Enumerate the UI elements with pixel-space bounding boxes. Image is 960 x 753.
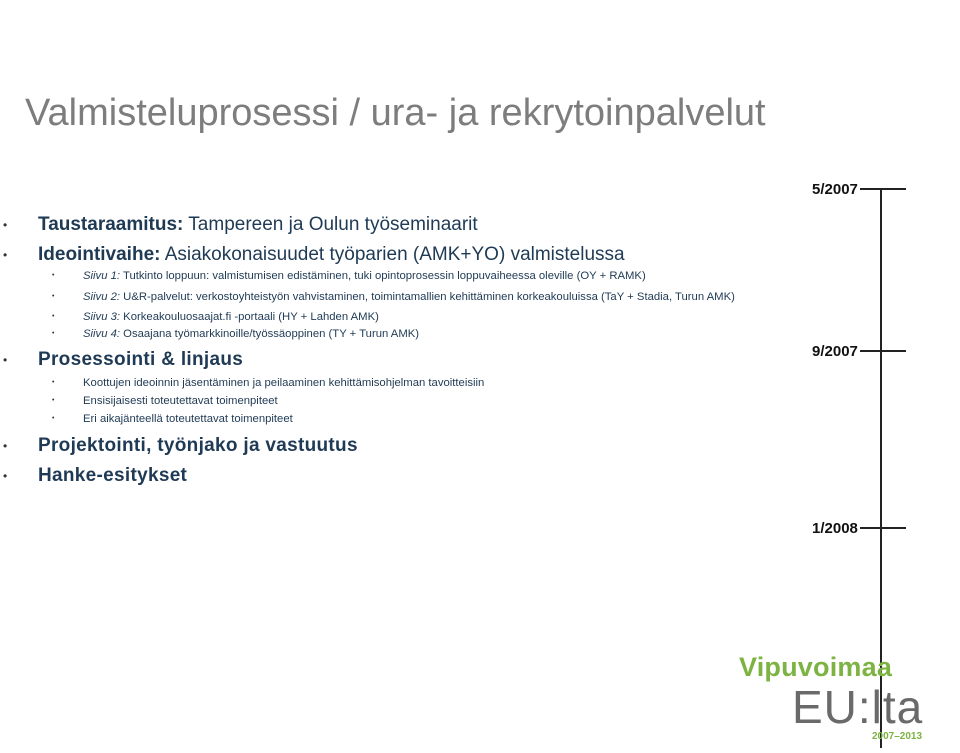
bullet-dot: • (52, 415, 55, 422)
sub-item-text (83, 291, 735, 303)
bullet-dot: • (52, 379, 55, 386)
bullet-dot: • (52, 313, 55, 320)
item-label: Taustaraamitus: (38, 214, 184, 235)
timeline-date-1-2008: 1/2008 (812, 520, 858, 537)
bullet-dot: • (3, 439, 8, 453)
timeline-tick (860, 350, 906, 352)
section-heading: Projektointi, työnjako ja vastuutus (38, 435, 358, 456)
sub-item-label: Siivu 3: (83, 311, 121, 323)
logo-line-1: Vipuvoimaa (739, 652, 893, 682)
slide-title: Valmisteluprosessi / ura- ja rekrytoinpalvelut (25, 92, 766, 134)
sub-item-text (83, 270, 646, 282)
sub-item-label: Siivu 2: (83, 291, 121, 303)
sub-item-text (83, 311, 379, 323)
sub-item-value: Tutkinto loppuun: valmistumisen edistäminen, tuki opintoprosessin loppuvaiheessa oleville (OY + RAMK) (120, 270, 646, 282)
sub-item-text: Eri aikajänteellä toteutettavat toimenpiteet (83, 413, 293, 425)
sub-item-value: U&R-palvelut: verkostoyhteistyön vahvistaminen, toimintamallien kehittäminen korkeakouluissa (TaY + Stadia, Turun AMK) (120, 291, 735, 303)
timeline-tick (860, 188, 906, 190)
sub-item-text: Ensisijaisesti toteutettavat toimenpiteet (83, 395, 278, 407)
bullet-dot: • (3, 353, 8, 367)
timeline-date-5-2007: 5/2007 (812, 181, 858, 198)
bullet-dot: • (52, 293, 55, 300)
bullet-dot: • (3, 469, 8, 483)
bullet-dot: • (52, 330, 55, 337)
sub-item-label: Siivu 4: (83, 328, 121, 340)
item-value: Tampereen ja Oulun työseminaarit (183, 214, 478, 235)
item-value: Asiakokonaisuudet työparien (AMK+YO) valmistelussa (160, 244, 625, 265)
sub-item-value: Osaajana työmarkkinoille/työssäoppinen (TY + Turun AMK) (120, 328, 420, 340)
logo-years: 2007–2013 (872, 731, 923, 742)
section-heading: Prosessointi & linjaus (38, 349, 244, 370)
item-label: Ideointivaihe: (38, 244, 161, 265)
bullet-dot: • (52, 397, 55, 404)
item-text (38, 214, 478, 236)
timeline-tick (860, 527, 906, 529)
sub-item-value: Korkeakouluosaajat.fi -portaali (HY + Lahden AMK) (120, 311, 379, 323)
sub-item-label: Siivu 1: (83, 270, 121, 282)
logo-line-2: EU:lta (792, 681, 924, 733)
sub-item-text (83, 328, 419, 340)
section-heading: Hanke-esitykset (38, 465, 188, 486)
timeline-date-9-2007: 9/2007 (812, 343, 858, 360)
sub-item-text: Koottujen ideoinnin jäsentäminen ja peilaaminen kehittämisohjelman tavoitteisiin (83, 377, 485, 389)
bullet-dot: • (3, 248, 8, 262)
bullet-dot: • (3, 218, 8, 232)
bullet-dot: • (52, 272, 55, 279)
item-text (38, 244, 625, 266)
